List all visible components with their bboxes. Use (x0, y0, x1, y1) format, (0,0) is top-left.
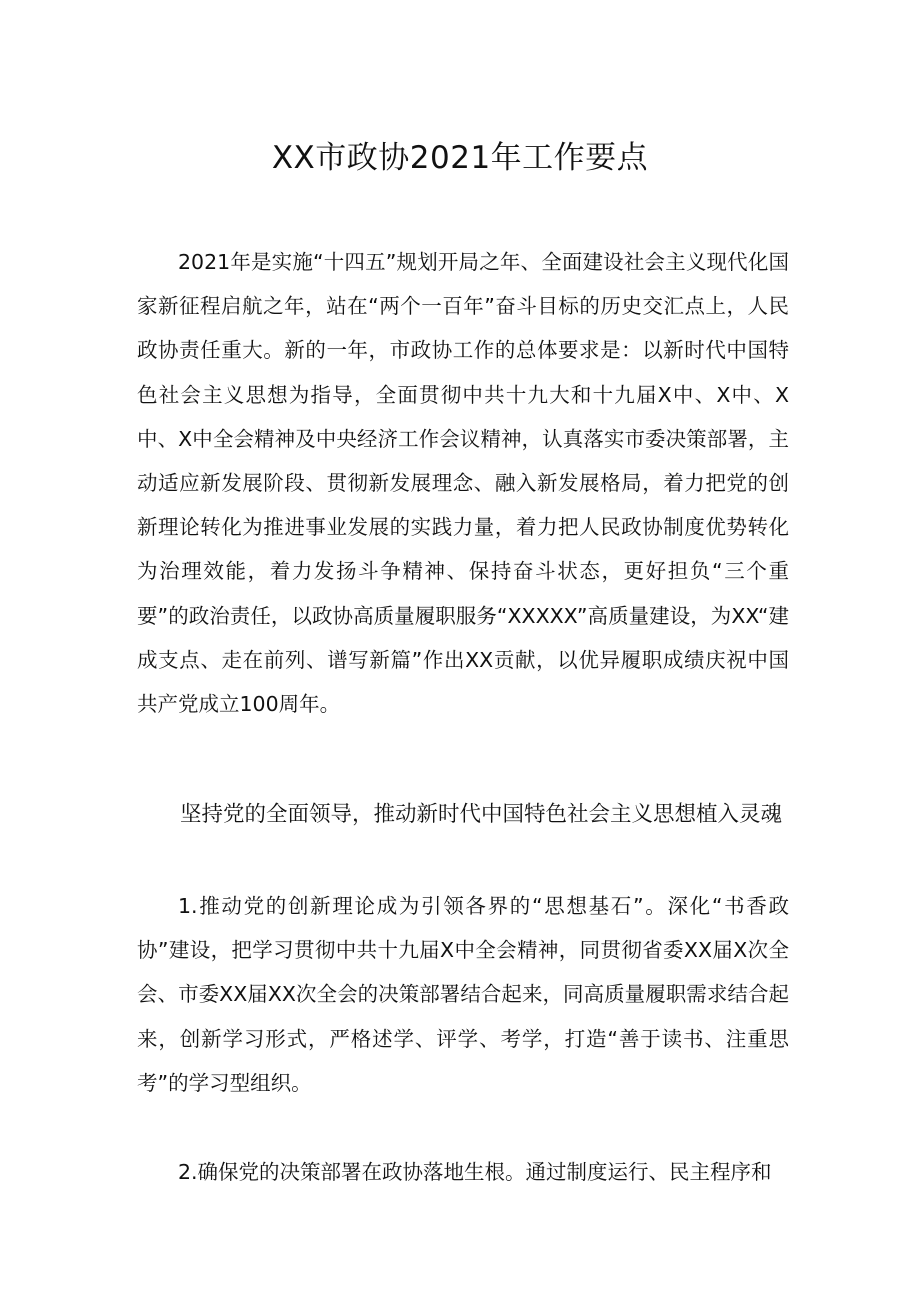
list-item-2: 2.确保党的决策部署在政协落地生根。通过制度运行、民主程序和 (178, 1160, 772, 1184)
list-item-1: 1.推动党的创新理论成为引领各界的“思想基石”。深化“书香政协”建设，把学习贯彻中共十九届X中全会精神，同贯彻省委XX届X次全会、市委XX届XX次全会的决策部署结合起来，同高质量履职需求结合起来，创新学习形式，严格述学、评学、考学，打造“善于读书、注重思考”的学习型组织。 (137, 894, 789, 1095)
section-heading: 坚持党的全面领导，推动新时代中国特色社会主义思想植入灵魂 (180, 802, 783, 827)
document-title: XX市政协2021年工作要点 (271, 140, 649, 176)
intro-paragraph: 2021年是实施“十四五”规划开局之年、全面建设社会主义现代化国家新征程启航之年，站在“两个一百年”奋斗目标的历史交汇点上，人民政协责任重大。新的一年，市政协工作的总体要求是：以新时代中国特色社会主义思想为指导，全面贯彻中共十九大和十九届X中、X中、X中、X中全会精神及中央经济工作会议精神，认真落实市委决策部署，主动适应新发展阶段、贯彻新发展理念、融入新发展格局，着力把党的创新理论转化为推进事业发展的实践力量，着力把人民政协制度优势转化为治理效能，着力发扬斗争精神、保持奋斗状态，更好担负“三个重要”的政治责任，以政协高质量履职服务“XXXXX”高质量建设，为XX“建成支点、走在前列、谱写新篇”作出XX贡献，以优异履职成绩庆祝中国共产党成立100周年。 (137, 250, 789, 717)
